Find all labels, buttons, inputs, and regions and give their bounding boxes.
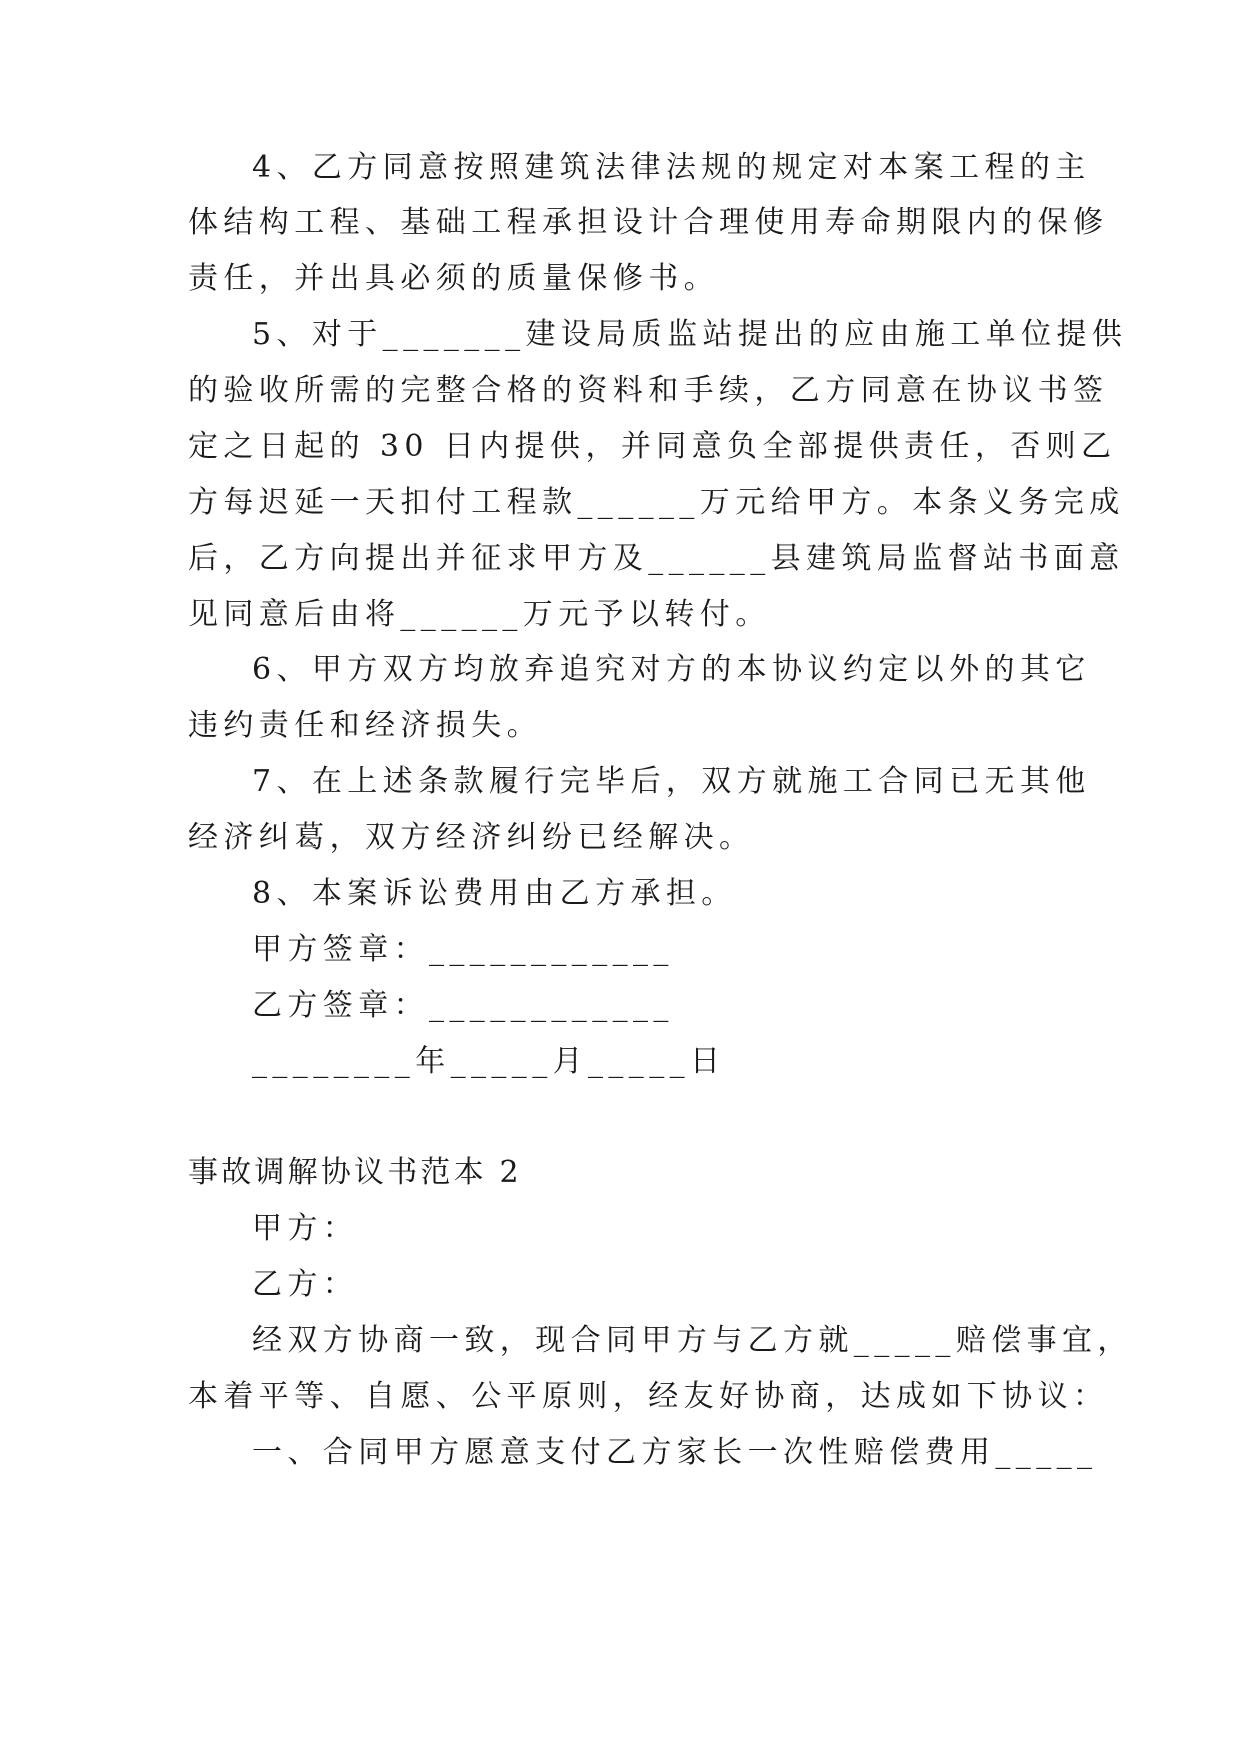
section-title: 事故调解协议书范本 2 — [188, 1155, 522, 1190]
paragraph-4-line-3: 责任，并出具必须的质量保修书。 — [188, 261, 719, 296]
party-a-label: 甲方： — [252, 1211, 359, 1246]
paragraph-5-line-5: 后，乙方向提出并征求甲方及______县建筑局监督站书面意 — [188, 541, 1125, 576]
paragraph-4-line-1: 4、乙方同意按照建筑法律法规的规定对本案工程的主 — [252, 150, 1091, 185]
signature-date: ________年_____月_____日 — [252, 1044, 726, 1079]
paragraph-5-line-2: 的验收所需的完整合格的资料和手续，乙方同意在协议书签 — [188, 373, 1109, 408]
paragraph-5-line-6: 见同意后由将______万元予以转付。 — [188, 597, 771, 632]
party-a-signature: 甲方签章：____________ — [252, 932, 674, 967]
paragraph-5-line-3: 定之日起的 30 日内提供，并同意负全部提供责任，否则乙 — [188, 429, 1117, 464]
paragraph-5-line-4: 方每迟延一天扣付工程款______万元给甲方。本条义务完成 — [188, 485, 1125, 520]
clause-1-line-1: 一、合同甲方愿意支付乙方家长一次性赔偿费用_____ — [252, 1435, 1098, 1470]
paragraph-5-line-1: 5、对于_______建设局质监站提出的应由施工单位提供 — [252, 317, 1128, 352]
paragraph-7-line-2: 经济纠葛，双方经济纠纷已经解决。 — [188, 820, 755, 855]
intro-line-1: 经双方协商一致，现合同甲方与乙方就_____赔偿事宜， — [252, 1323, 1133, 1358]
paragraph-7-line-1: 7、在上述条款履行完毕后，双方就施工合同已无其他 — [252, 764, 1091, 799]
paragraph-6-line-2: 违约责任和经济损失。 — [188, 708, 542, 743]
paragraph-4-line-2: 体结构工程、基础工程承担设计合理使用寿命期限内的保修 — [188, 205, 1109, 240]
party-b-label: 乙方： — [252, 1267, 359, 1302]
paragraph-6-line-1: 6、甲方双方均放弃追究对方的本协议约定以外的其它 — [252, 652, 1091, 687]
paragraph-8: 8、本案诉讼费用由乙方承担。 — [252, 876, 737, 911]
party-b-signature: 乙方签章：____________ — [252, 988, 674, 1023]
intro-line-2: 本着平等、自愿、公平原则，经友好协商，达成如下协议： — [188, 1379, 1109, 1414]
